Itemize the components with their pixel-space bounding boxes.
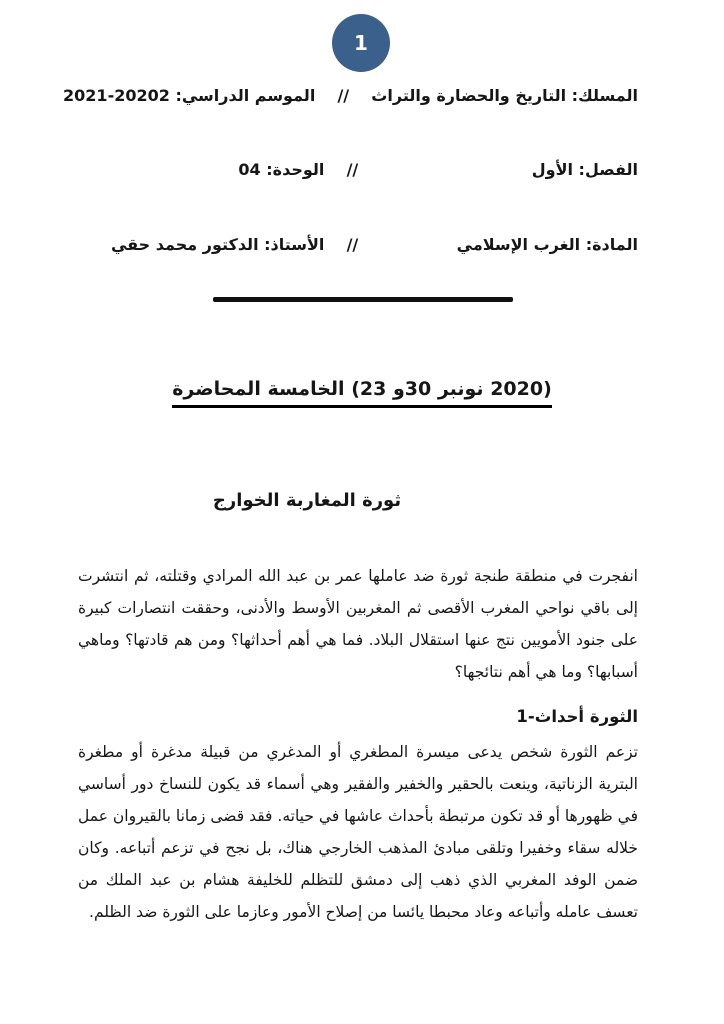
divider-rule	[213, 297, 513, 302]
header-row-track	[63, 84, 638, 108]
lecture-subtitle: ثورة المغاربة الخوارج	[212, 490, 402, 511]
page-number-badge: 1	[332, 14, 390, 72]
header-row-subject	[78, 233, 638, 257]
lecture-title: المحاضرة الخامسة (23 و30 نونبر 2020)	[172, 378, 552, 408]
lecture-subtitle-wrap	[0, 490, 724, 511]
separator-slashes: //	[346, 235, 359, 254]
track-field: المسلك: التاريخ والحضارة والتراث	[371, 86, 638, 105]
section-heading-events: 1-أحداث الثورة	[516, 707, 638, 726]
separator-slashes: //	[346, 160, 359, 179]
professor-field: الأستاذ: الدكتور محمد حقي	[110, 235, 325, 254]
semester-field: الفصل: الأول	[531, 160, 638, 179]
header-row-semester	[78, 158, 638, 182]
subject-field: المادة: الغرب الإسلامي	[456, 235, 638, 254]
separator-slashes: //	[337, 86, 350, 105]
lecture-title-wrap	[0, 378, 724, 408]
season-field: الموسم الدراسي: 20202-2021	[63, 86, 316, 105]
intro-paragraph: انفجرت في منطقة طنجة ثورة ضد عاملها عمر بن عبد الله المرادي وقتلته، ثم انتشرت إلى باقي نواحي المغرب الأقصى ثم المغربين الأوسط والأدنى، وحققت انتصارات كبيرة على جنود الأمويين نتج عنها استقلال البلاد. فما هي أهم أحداثها؟ ومن هم قادتها؟ وماهي أسبابها؟ وما هي أهم نتائجها؟	[78, 567, 638, 681]
events-paragraph: تزعم الثورة شخص يدعى ميسرة المطغري أو المدغري من قبيلة مدغرة أو مطغرة البترية الزناتية، وينعت بالحقير والخفير والفقير وهي أسماء قد يكون للنساخ دور أساسي في ظهورها أو قد تكون مرتبطة بأحداث عاشها في حياته. فقد قضى زمانا بالقيروان عمل خلاله سقاء وخفيرا وتلقى مبادئ المذهب الخارجي هناك، بل نجح في تزعم أتباعه. وكان ضمن الوفد المغربي الذي ذهب إلى دمشق للتظلم للخليفة هشام بن عبد الملك من تعسف عامله وأتباعه وعاد محبطا يائسا من إصلاح الأمور وعازما على الثورة ضد الظلم.	[78, 743, 638, 921]
unit-field: الوحدة: 04	[238, 160, 325, 179]
